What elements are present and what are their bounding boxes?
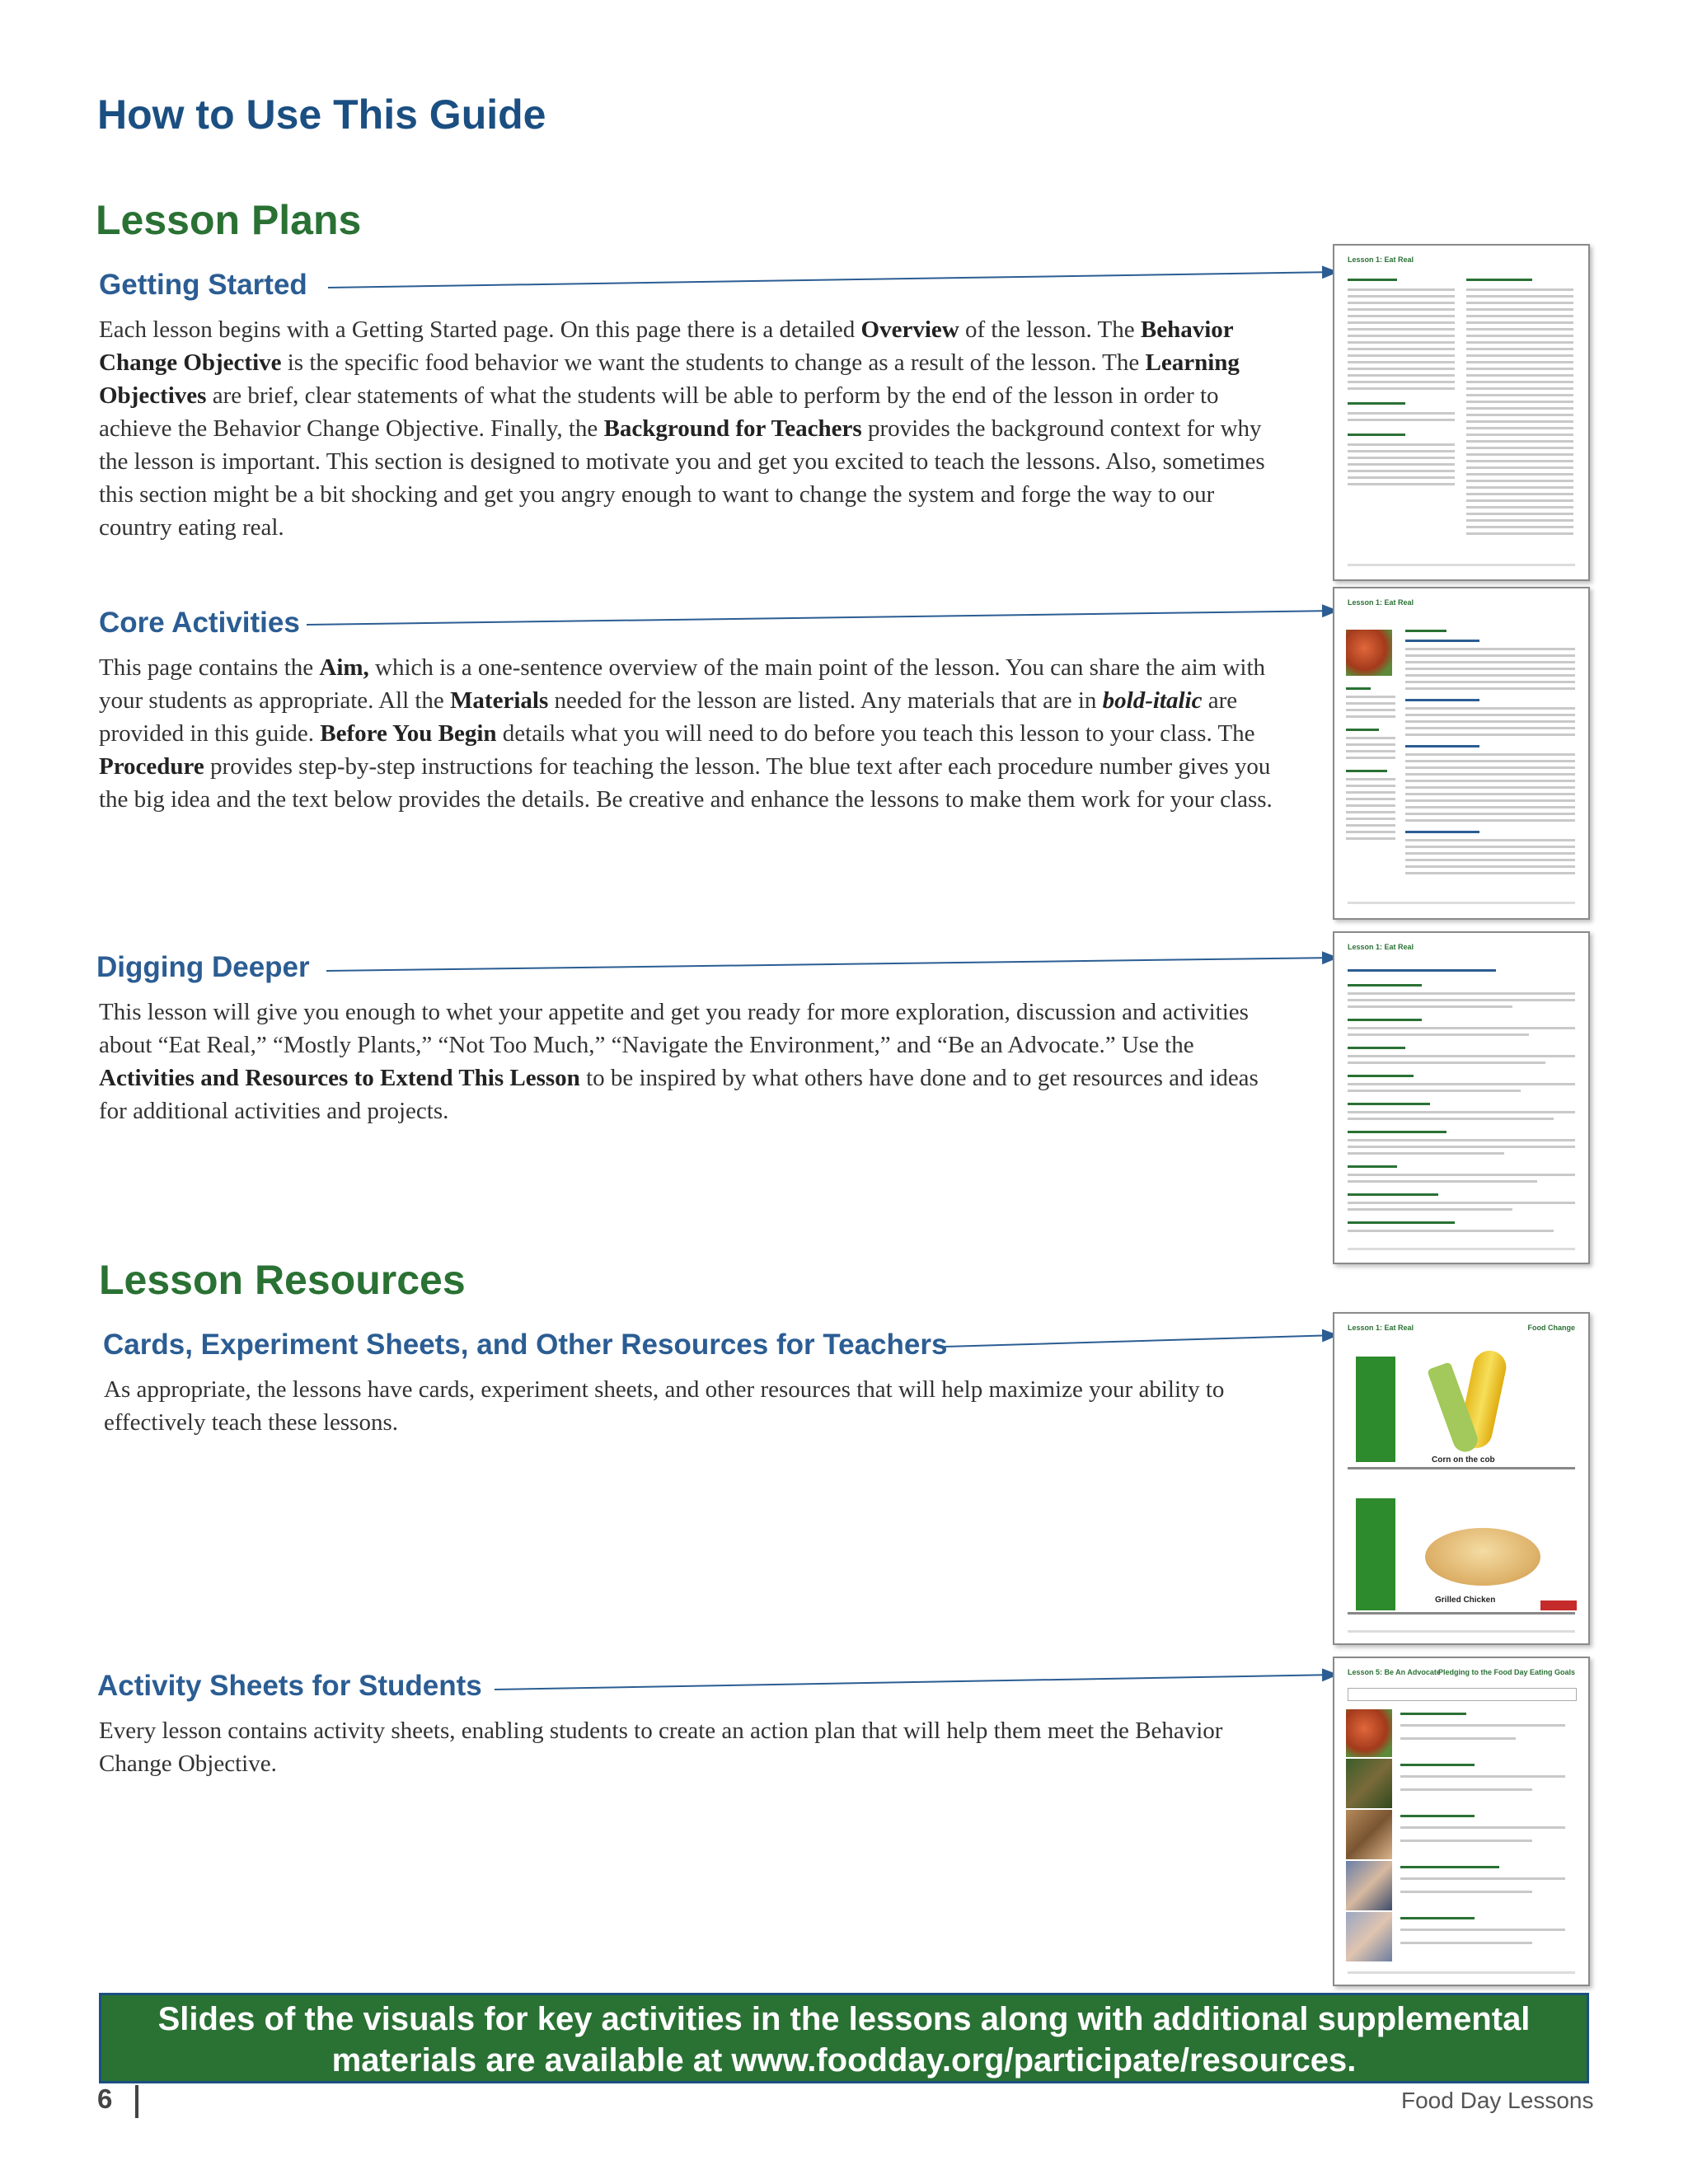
getting-started-text: Each lesson begins with a Getting Started page. On this page there is a detailed Overview of the lesson. The Behavior Change Objective is the specific food behavior we want the students to change as a result of the lesson. The Learning Objectives are brief, clear statements of what the students will be able to perform by the end of the lesson in order to achieve the Behavior Change Objective. Finally, the Background for Teachers provides the background context for why the lesson is important. This section is designed to motivate you and get you excited to teach the lessons. Also, sometimes this section might be a bit shocking and get you angry enough to want to change the system and forge the way to our country eating real. xyxy=(99,316,1265,541)
card-label-corn: Corn on the cob xyxy=(1432,1455,1495,1465)
getting-started-heading: Getting Started xyxy=(99,269,307,301)
green-bar xyxy=(1356,1357,1395,1462)
thumbnail-title: Lesson 1: Eat Real xyxy=(1348,255,1414,264)
footer-book-title: Food Day Lessons xyxy=(1401,2088,1594,2113)
arrow-core-activities xyxy=(307,611,1337,625)
food-photo xyxy=(1346,1709,1392,1757)
lesson-plans-heading: Lesson Plans xyxy=(96,197,362,243)
digging-deeper-page-thumbnail xyxy=(1333,931,1590,1264)
arrow-digging-deeper xyxy=(326,958,1337,971)
advocate-photo xyxy=(1346,1912,1392,1961)
red-bar xyxy=(1540,1601,1577,1610)
activity-sheet-thumbnail xyxy=(1333,1657,1590,1986)
cards-heading: Cards, Experiment Sheets, and Other Resources for Teachers xyxy=(103,1329,948,1361)
chicken-icon xyxy=(1425,1528,1540,1586)
lesson-resources-heading: Lesson Resources xyxy=(99,1257,466,1303)
card-label-chicken: Grilled Chicken xyxy=(1435,1596,1496,1605)
thumbnail-title: Lesson 1: Eat Real xyxy=(1348,1324,1414,1332)
arrow-activity-sheets xyxy=(495,1675,1337,1690)
arrow-cards xyxy=(945,1335,1337,1347)
food-photo xyxy=(1346,630,1392,676)
thumbnail-title: Lesson 5: Be An Advocate xyxy=(1348,1668,1441,1676)
activity-sheets-text: Every lesson contains activity sheets, enabling students to create an action plan that will help them meet the Behavior Change Objective. xyxy=(99,1718,1223,1777)
environment-photo xyxy=(1346,1861,1392,1910)
thumbnail-title: Lesson 1: Eat Real xyxy=(1348,943,1414,951)
page-number: 6 xyxy=(97,2083,113,2114)
core-activities-text: This page contains the Aim, which is a one-sentence overview of the main point of the lesson. You can share the aim with your students as appropriate. All the Materials needed for the lesson are listed. Any materials that are in bold-italic are provided in this guide. Before You Begin details what you will need to do before you teach this lesson to your class. The Procedure provides step-by-step instructions for teaching the lesson. The blue text after each procedure number gives you the big idea and the text below provides the details. Be creative and enhance the lessons to make them work for your class. xyxy=(99,654,1273,813)
thumbnail-right-title: Pledging to the Food Day Eating Goals xyxy=(1437,1668,1575,1676)
cards-text: As appropriate, the lessons have cards, experiment sheets, and other resources that will help maximize your ability to effectively teach these lessons. xyxy=(104,1376,1225,1436)
bread-photo xyxy=(1346,1810,1392,1859)
getting-started-page-thumbnail xyxy=(1333,244,1590,581)
activity-sheets-heading: Activity Sheets for Students xyxy=(97,1670,482,1702)
page-number-divider xyxy=(135,2085,138,2118)
core-activities-heading: Core Activities xyxy=(99,607,300,639)
digging-deeper-text: This lesson will give you enough to whet your appetite and get you ready for more exploration, discussion and activities about “Eat Real,” “Mostly Plants,” “Not Too Much,” “Navigate the Environment,” and “Be an Advocate.” Use the Activities and Resources to Extend This Lesson to be inspired by what others have done and to get resources and ideas for additional activities and projects. xyxy=(99,999,1259,1124)
green-bar xyxy=(1356,1498,1395,1610)
core-activities-page-thumbnail xyxy=(1333,587,1590,920)
page-title: How to Use This Guide xyxy=(97,91,546,138)
arrow-getting-started xyxy=(328,272,1337,288)
plants-photo xyxy=(1346,1759,1392,1808)
resources-banner: Slides of the visuals for key activities in the lessons along with additional supplemental materials are available at www.foodday.org/participate/resources. xyxy=(99,1993,1589,2083)
thumbnail-right-title: Food Change xyxy=(1527,1324,1575,1332)
thumbnail-title: Lesson 1: Eat Real xyxy=(1348,598,1414,607)
food-change-card-thumbnail xyxy=(1333,1312,1590,1645)
digging-deeper-heading: Digging Deeper xyxy=(96,951,310,983)
